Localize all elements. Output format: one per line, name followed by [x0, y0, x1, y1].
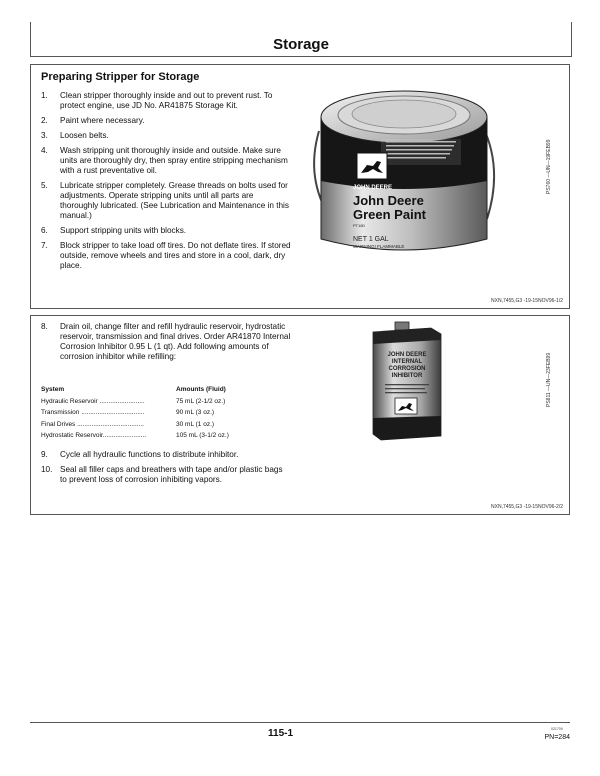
page-title: Storage: [273, 36, 329, 53]
svg-text:INTERNAL: INTERNAL: [391, 359, 423, 365]
footer-reference-code: NXN,7455,G3 -19-15NOV96-1/2: [491, 298, 563, 304]
section-heading: Preparing Stripper for Storage: [41, 71, 200, 83]
table-row: Transmission ................................... 90 mL (3 oz.): [41, 409, 215, 416]
svg-text:CORROSION: CORROSION: [388, 366, 426, 372]
list-item: 9. Cycle all hydraulic functions to distribute inhibitor.: [41, 450, 239, 459]
svg-text:JOHN DEERE: JOHN DEERE: [353, 185, 393, 191]
svg-text:INHIBITOR: INHIBITOR: [391, 373, 423, 379]
footer-reference-code: NXN,7455,G3 -19-15NOV96-2/2: [491, 504, 563, 510]
pn-number: PN=284: [544, 734, 570, 741]
list-item: 10. Seal all filler caps and breathers with tape and/or plastic bags to prevent loss of corrosion inhibiting vapors.: [41, 465, 283, 484]
section-corrosion-inhibitor: [30, 315, 570, 515]
list-item: 2. Paint where necessary.: [41, 116, 145, 125]
paint-label-line1: John Deere: [353, 193, 424, 208]
list-item: 3. Loosen belts.: [41, 131, 109, 140]
figure-code: PS760 —UN—19FEB99: [546, 139, 552, 194]
svg-text:WARNING! FLAMMABLE: WARNING! FLAMMABLE: [353, 244, 405, 249]
list-item: 8. Drain oil, change filter and refill hydraulic reservoir, hydrostatic reservoir, transmission and final drives. Order AR41870 Internal Corrosion Inhibitor 0.95 L (1 qt). Add following amounts of corrosion inhibitor while refilling:: [41, 322, 291, 361]
inhibitor-can-photo: [291, 320, 501, 442]
print-date: 021709: [551, 727, 563, 731]
fluid-amounts-table: [41, 384, 229, 442]
inhibitor-steps-list-continued: [41, 450, 291, 490]
table-row: Hydrostatic Reservoir........................ 105 mL (3-1/2 oz.): [41, 432, 229, 439]
list-item: 1. Clean stripper thoroughly inside and out to prevent rust. To protect engine, use JD No. AR41875 Storage Kit.: [41, 91, 273, 110]
inhibitor-steps-list: [41, 322, 291, 367]
page-number: 115-1: [268, 728, 294, 739]
section-preparing-stripper: [30, 64, 570, 309]
svg-text:PT180: PT180: [353, 223, 365, 228]
figure-code: PS811 —UN—23FEB99: [546, 352, 552, 407]
deer-logo-icon: [357, 153, 387, 179]
footer-divider: [30, 722, 570, 723]
table-row: Final Drives ..................................... 30 mL (1 oz.): [41, 420, 215, 428]
page-title-box: [30, 22, 572, 57]
table-row: Hydraulic Reservoir ......................... 75 mL (2-1/2 oz.): [41, 397, 226, 405]
column-header-system: System: [41, 386, 65, 393]
storage-steps-list: [41, 91, 291, 276]
list-item: 7. Block stripper to take load off tires. Do not deflate tires. If stored outside, remove wheels and tires and store in a cool, dark, dry place.: [41, 241, 291, 270]
column-header-amounts: Amounts (Fluid): [176, 386, 226, 393]
list-item: 4. Wash stripping unit thoroughly inside and outside. Make sure units are thoroughly dry, then spray entire stripping mechanism with a rust preventative oil.: [41, 146, 288, 175]
paint-label-line2: Green Paint: [353, 207, 426, 222]
list-item: 5. Lubricate stripper completely. Grease threads on bolts used for adjustments. Operate stripping units until all parts are thoroughly lubricated. (See Lubrication and Maintenance in this manual.): [41, 181, 289, 220]
deer-logo-icon: [395, 398, 417, 414]
paint-can-photo: [291, 69, 519, 262]
svg-text:JOHN DEERE: JOHN DEERE: [387, 352, 427, 358]
svg-text:NET 1 GAL: NET 1 GAL: [353, 236, 389, 243]
table-header-row: [41, 384, 229, 396]
list-item: 6. Support stripping units with blocks.: [41, 226, 187, 235]
